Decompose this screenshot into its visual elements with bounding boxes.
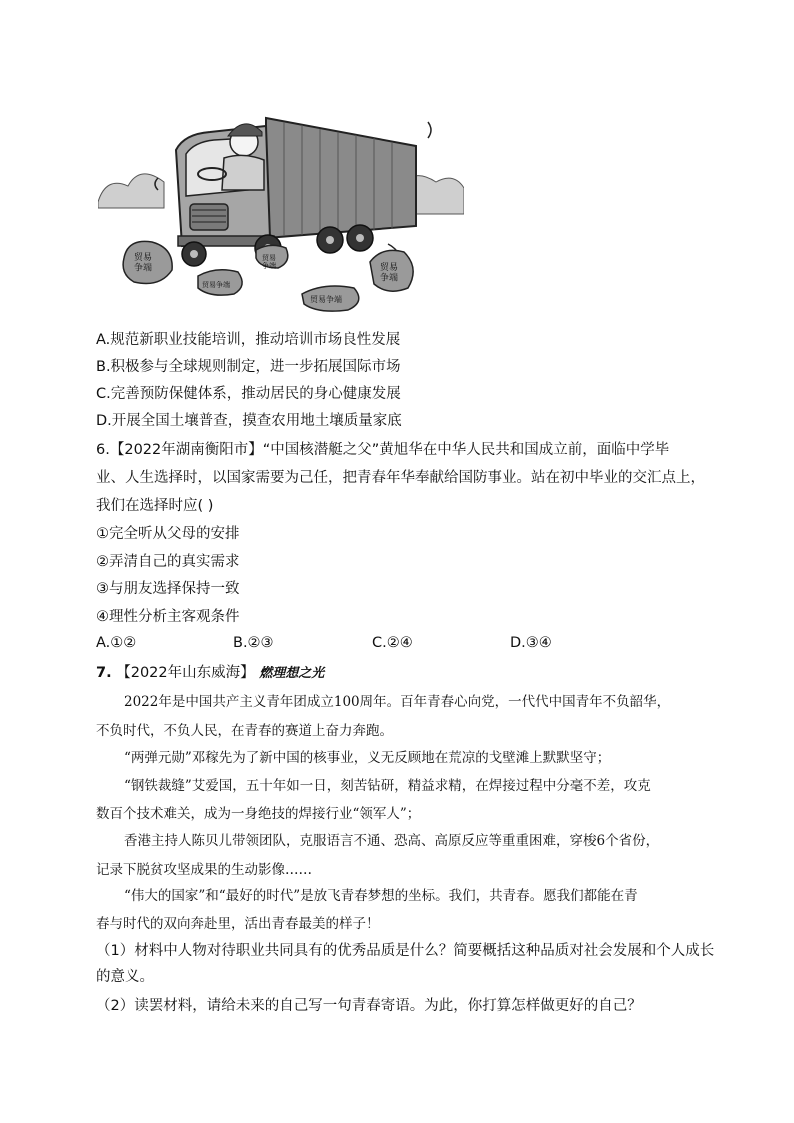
truck-illustration [98,98,464,318]
q7-material-line: 不负时代，不负人民，在青春的赛道上奋力奔跑。 [96,723,393,739]
q7-material-line: “钢铁裁缝”艾爱国，五十年如一日，刻苦钻研，精益求精，在焊接过程中分毫不差，攻克 [124,778,651,794]
q6-item-2: ②弄清自己的真实需求 [96,554,240,570]
q6-item-4: ④理性分析主客观条件 [96,609,240,625]
stone-label: 贸易争端 [134,253,153,274]
q6-option-b: B.②③ [233,635,274,651]
q6-stem-line-2: 业、人生选择时，以国家需要为己任，把青春年华奉献给国防事业。站在初中毕业的交汇点上， [96,470,705,486]
q6-number: 6. [96,442,110,458]
q6-option-d: D.③④ [510,635,552,651]
q7-material-line: “两弹元勋”邓稼先为了新中国的核事业，义无反顾地在荒凉的戈壁滩上默默坚守； [124,750,611,766]
q7-sub-question-2: （2）读罢材料，请给未来的自己写一句青春寄语。为此，你打算怎样做更好的自己？ [96,998,642,1014]
q7-material-line: 春与时代的双向奔赴里，活出青春最美的样子！ [96,916,380,932]
q6-item-3: ③与朋友选择保持一致 [96,581,240,597]
truck-grille [190,204,228,230]
q6-stem-line-3: 我们在选择时应( ) [96,498,214,514]
driver-cap [228,124,262,136]
q7-material-line: 香港主持人陈贝儿带领团队，克服语言不通、恐高、高原反应等重重困难，穿梭6个省份， [124,833,660,849]
truck-cargo-box [266,118,416,238]
cloud-left [98,174,164,208]
q7-material-line: 记录下脱贫攻坚成果的生动影像…… [96,862,312,878]
q5-option-d: D.开展全国土壤普查，摸查农用地土壤质量家底 [96,413,402,429]
stone-label: 贸易争端 [202,281,230,289]
q7-number: 7. [96,665,112,681]
q7-sub-question-1: （1）材料中人物对待职业共同具有的优秀品质是什么？简要概括这种品质对社会发展和个人成长 [96,943,715,959]
q5-option-c: C.完善预防保健体系，推动居民的身心健康发展 [96,386,401,402]
stone-label: 贸易争端 [310,295,342,304]
driver-body [222,155,264,190]
q7-material-line: 数百个技术难关，成为一身绝技的焊接行业“领军人”； [96,806,421,822]
q6-option-c: C.②④ [372,635,413,651]
q7-material-line: “伟大的国家”和“最好的时代”是放飞青春梦想的坐标。我们，共青春。愿我们都能在青 [124,888,638,904]
stone-label: 贸易争端 [262,254,276,271]
q6-item-1: ①完全听从父母的安排 [96,526,240,542]
q7-header [96,663,324,684]
q7-source: 【2022年山东威海】 [116,665,255,681]
q7-title: 燃理想之光 [259,666,325,681]
q6-source: 【2022年湖南衡阳市】 [109,442,263,458]
q5-option-a: A.规范新职业技能培训，推动培训市场良性发展 [96,332,401,348]
q6-stem-text: “中国核潜艇之父”黄旭华在中华人民共和国成立前，面临中学毕 [262,442,670,458]
q6-stem-line-1 [96,440,669,460]
q7-sub-question-1-cont: 的意义。 [96,969,154,985]
stone-label: 贸易争端 [380,263,399,284]
q5-option-b: B.积极参与全球规则制定，进一步拓展国际市场 [96,359,401,375]
q7-material-line: 2022年是中国共产主义青年团成立100周年。百年青春心向党，一代代中国青年不负韶华， [124,694,671,710]
q6-option-a: A.①② [96,635,137,651]
stone [123,241,413,311]
